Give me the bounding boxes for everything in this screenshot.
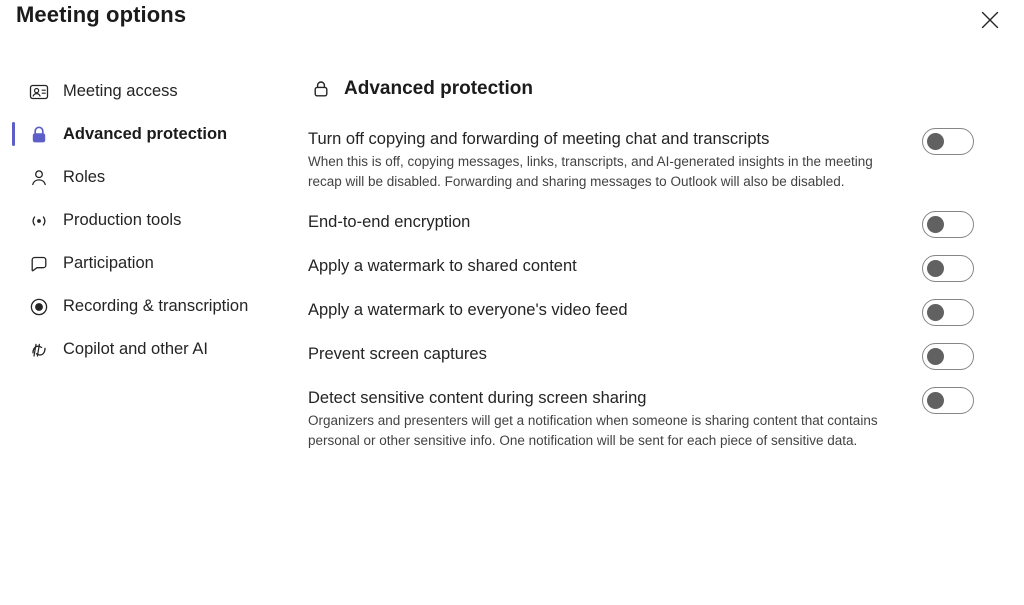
chat-bubble-icon [26, 251, 52, 277]
sidebar-item-label: Participation [63, 254, 154, 273]
lock-icon [26, 122, 52, 148]
toggle-knob [927, 392, 944, 409]
toggle-knob [927, 133, 944, 150]
sidebar-item-label: Meeting access [63, 82, 178, 101]
toggle-watermark-shared-content[interactable] [922, 255, 974, 282]
sidebar-item-copilot-and-other-ai[interactable] [0, 328, 290, 371]
option-label: Apply a watermark to everyone's video feed [308, 301, 628, 319]
option-label: Detect sensitive content during screen sharing [308, 389, 647, 407]
option-row [308, 255, 1008, 277]
toggle-watermark-video-feed[interactable] [922, 299, 974, 326]
sidebar-item-roles[interactable] [0, 156, 290, 199]
toggle-knob [927, 348, 944, 365]
sidebar-item-label: Roles [63, 168, 106, 187]
option-description: Organizers and presenters will get a notification when someone is sharing content that contains personal or other sensitive info. One notification will be sent for each piece of sensitive data. [308, 413, 878, 448]
option-label: Turn off copying and forwarding of meeting chat and transcripts [308, 130, 770, 148]
option-label: Apply a watermark to shared content [308, 257, 577, 275]
sidebar-item-label: Production tools [63, 211, 182, 230]
sidebar-item-label: Advanced protection [63, 125, 228, 144]
toggle-knob [927, 304, 944, 321]
dialog-header [0, 0, 1024, 48]
sidebar-item-recording-transcription[interactable] [0, 285, 290, 328]
toggle-prevent-screen-captures[interactable] [922, 343, 974, 370]
lock-outline-icon [308, 76, 334, 102]
option-label: End-to-end encryption [308, 213, 471, 231]
option-row [308, 343, 1008, 365]
option-row [308, 128, 1008, 191]
option-row [308, 211, 1008, 233]
sidebar-item-label: Copilot and other AI [63, 340, 208, 359]
toggle-end-to-end-encryption[interactable] [922, 211, 974, 238]
section-header [308, 76, 1008, 102]
sidebar-item-production-tools[interactable] [0, 199, 290, 242]
option-label: Prevent screen captures [308, 345, 487, 363]
id-badge-icon [26, 79, 52, 105]
advanced-protection-panel [308, 76, 1008, 470]
sidebar [0, 70, 290, 371]
sidebar-item-advanced-protection[interactable] [0, 113, 290, 156]
option-description: When this is off, copying messages, links, transcripts, and AI-generated insights in the meeting recap will be disabled. Forwarding and sharing messages to Outlook will also be disabled. [308, 154, 873, 189]
person-icon [26, 165, 52, 191]
sidebar-item-meeting-access[interactable] [0, 70, 290, 113]
toggle-copy-forward[interactable] [922, 128, 974, 155]
broadcast-icon [26, 208, 52, 234]
option-row [308, 387, 1008, 450]
record-circle-icon [26, 294, 52, 320]
sidebar-item-label: Recording & transcription [63, 297, 249, 316]
sidebar-item-participation[interactable] [0, 242, 290, 285]
section-title: Advanced protection [344, 78, 533, 99]
copilot-icon [26, 337, 52, 363]
option-row [308, 299, 1008, 321]
toggle-knob [927, 260, 944, 277]
toggle-knob [927, 216, 944, 233]
close-icon[interactable] [974, 4, 1006, 36]
page-title: Meeting options [16, 2, 187, 27]
toggle-detect-sensitive-content[interactable] [922, 387, 974, 414]
